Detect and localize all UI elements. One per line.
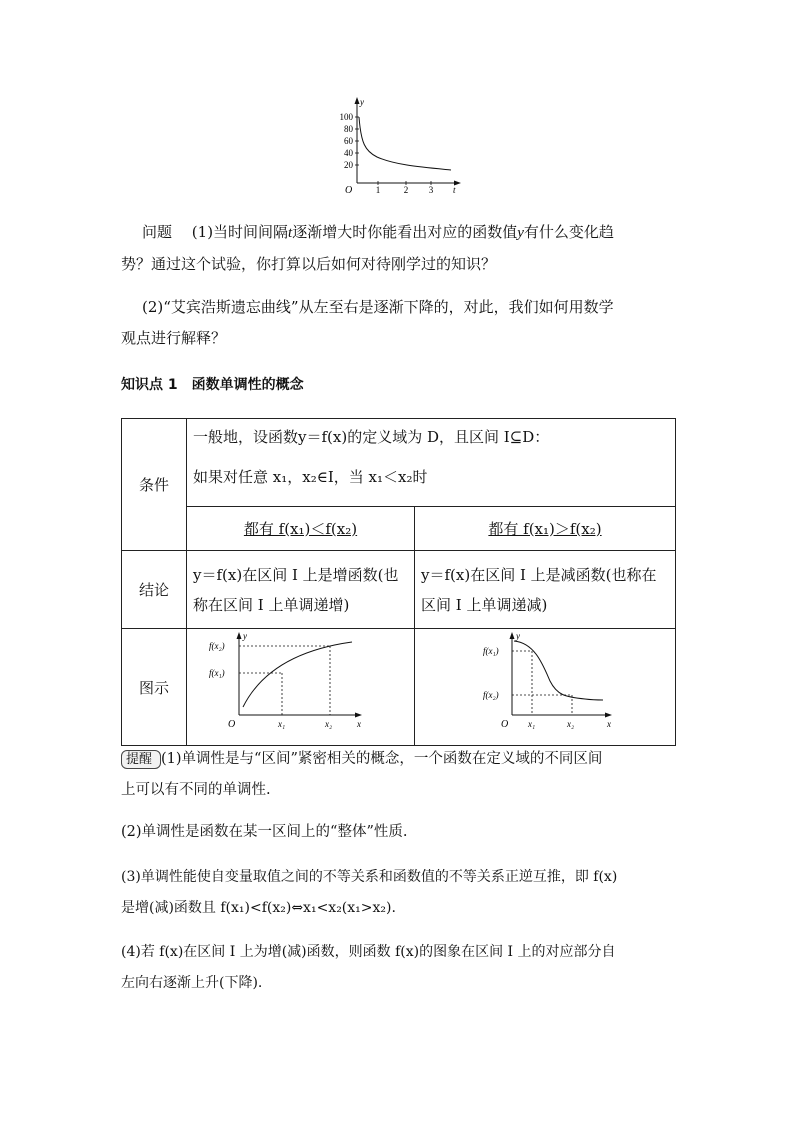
question-label: 问题 [142, 223, 173, 241]
y-axis-label: y [360, 97, 364, 107]
decreasing-function-graph [415, 629, 675, 745]
row-label-figure: 图示 [122, 629, 187, 746]
forgetting-curve-graph [325, 95, 465, 195]
increasing-conclusion: y＝f(x)在区间 I 上是增函数(也 称在区间 I 上单调递增) [187, 551, 415, 629]
label-fx1: f(x₁) [209, 668, 225, 678]
forgetting-curve [359, 117, 451, 170]
row-label-conclusion: 结论 [122, 551, 187, 629]
label-x2: x₂ [325, 719, 333, 729]
section-title: 知识点 1 函数单调性的概念 [121, 377, 304, 393]
y-tick-label: 60 [344, 136, 353, 146]
x-axis-label: t [453, 185, 456, 195]
condition-cell: 一般地，设函数y＝f(x)的定义域为 D，且区间 I⊆D： 如果对任意 x₁，x₂∈I，当 x₁＜x₂时 [187, 419, 676, 507]
tip-2: (2)单调性是函数在某一区间上的“整体”性质. [121, 824, 408, 840]
decreasing-header: 都有 f(x₁)＞f(x₂) [415, 507, 676, 551]
tip-3: (3)单调性能使自变量取值之间的不等关系和函数值的不等关系正逆互推，即 f(x) 是增(减)函数且 f(x₁)<f(x₂)⇔x₁<x₂(x₁>x₂). [121, 869, 618, 916]
y-tick-label: 80 [344, 124, 353, 134]
label-x: x [607, 719, 611, 729]
label-x1: x₁ [528, 719, 536, 729]
label-y: y [516, 631, 520, 641]
increasing-function-graph [187, 629, 414, 745]
increasing-header: 都有 f(x₁)＜f(x₂) [187, 507, 415, 551]
tip-1: 提醒 (1)单调性是与“区间”紧密相关的概念，一个函数在定义域的不同区间 上可以有不同的单调性. [121, 751, 603, 798]
tip-badge: 提醒 [121, 750, 161, 769]
label-fx2: f(x₂) [209, 641, 225, 651]
label-origin: O [228, 719, 236, 730]
label-origin: O [501, 719, 509, 730]
x-tick-label: 2 [403, 185, 409, 195]
label-x2: x₂ [567, 719, 575, 729]
decreasing-conclusion: y＝f(x)在区间 I 上是减函数(也称在 区间 I 上单调递减) [415, 551, 676, 629]
increasing-figure-cell [187, 629, 415, 746]
y-tick-label: 100 [339, 112, 353, 122]
label-x: x [357, 719, 361, 729]
label-y: y [243, 631, 247, 641]
decreasing-curve [514, 641, 603, 700]
x-tick-label: 1 [375, 185, 381, 195]
decreasing-figure-cell [415, 629, 676, 746]
y-tick-labels [340, 112, 360, 170]
x-tick-label: 3 [428, 185, 434, 195]
question-1: 问题 (1)当时间间隔t逐渐增大时你能看出对应的函数值y有什么变化趋 势？通过这个试验，你打算以后如何对待刚学过的知识？ [121, 223, 614, 273]
monotonicity-table [121, 418, 676, 746]
label-fx1: f(x₁) [483, 646, 499, 656]
y-tick-label: 40 [344, 148, 353, 158]
question-2: (2)“艾宾浩斯遗忘曲线”从左至右是逐渐下降的，对此，我们如何用数学 观点进行解释？ [121, 298, 614, 347]
tip-4: (4)若 f(x)在区间 I 上为增(减)函数，则函数 f(x)的图象在区间 I 上的对应部分自 左向右逐渐上升(下降). [121, 944, 616, 991]
origin-label: O [345, 185, 353, 195]
label-x1: x₁ [278, 719, 286, 729]
y-tick-label: 20 [344, 160, 353, 170]
increasing-curve [243, 642, 352, 707]
label-fx2: f(x₂) [483, 690, 499, 700]
row-label-condition: 条件 [122, 419, 187, 551]
